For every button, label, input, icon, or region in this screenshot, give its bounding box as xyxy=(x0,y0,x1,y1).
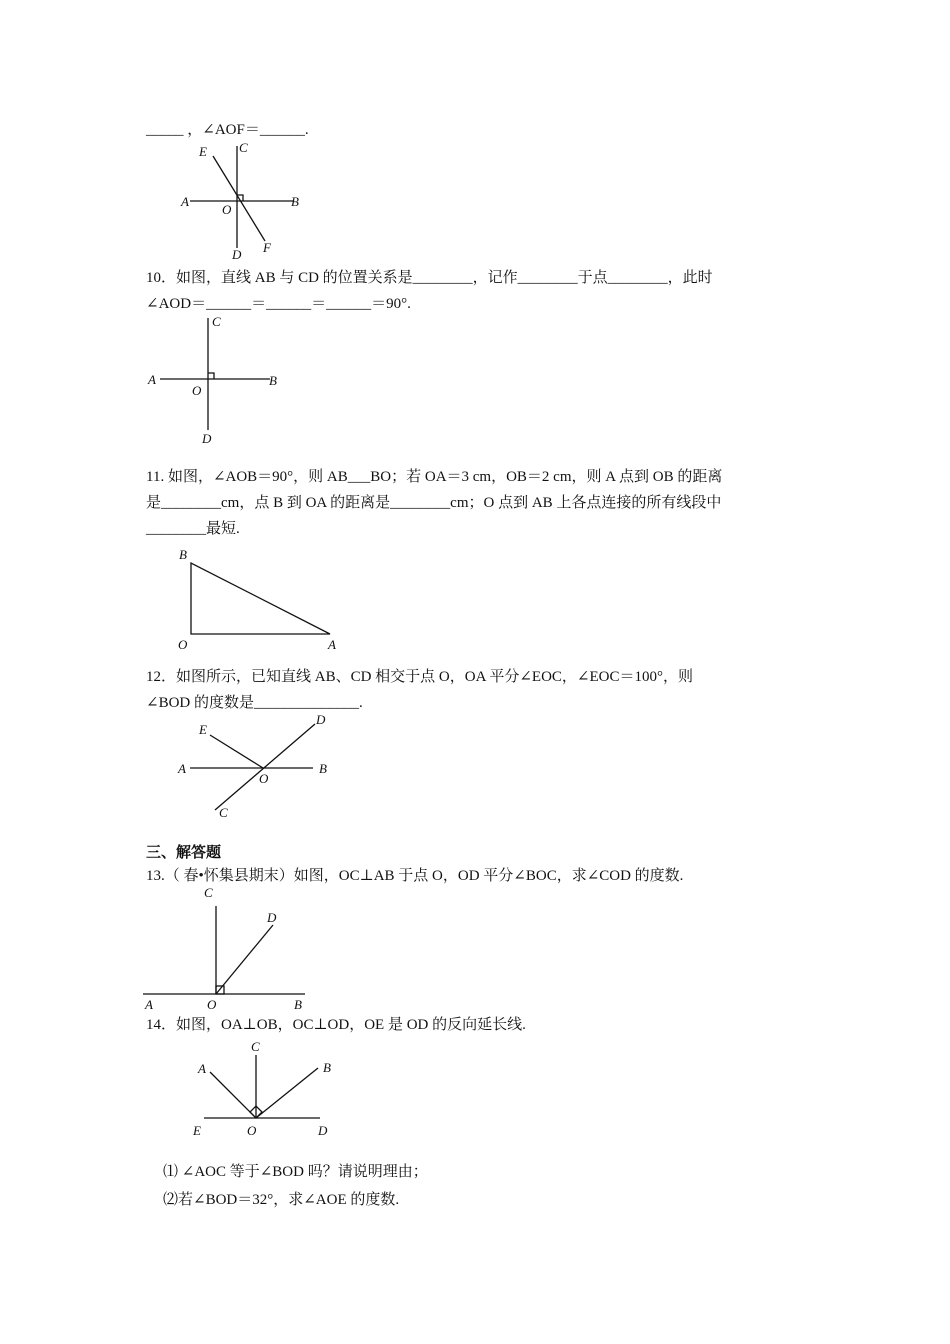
q10-label-c: C xyxy=(212,314,221,329)
q12-figure xyxy=(175,712,340,822)
q9-label-a: A xyxy=(181,194,189,209)
q13-label-d: D xyxy=(267,910,277,925)
q13-line1: 13.（ 春•怀集县期末）如图，OC⊥AB 于点 O，OD 平分∠BOC，求∠COD 的度数. xyxy=(146,868,684,884)
q13-label-a: A xyxy=(145,997,153,1012)
q11-line1: 11. 如图，∠AOB＝90°，则 AB___BO；若 OA＝3 cm，OB＝2 cm，则 A 点到 OB 的距离 xyxy=(146,469,723,485)
q10-label-d: D xyxy=(202,431,212,446)
q13-figure xyxy=(143,882,318,1012)
q10-label-a: A xyxy=(148,372,156,387)
q13-label-b: B xyxy=(294,997,302,1012)
q14-ray-ob xyxy=(256,1068,318,1118)
q14-sub2: ⑵若∠BOD＝32°，求∠AOE 的度数. xyxy=(163,1192,400,1208)
q14-line1: 14．如图，OA⊥OB，OC⊥OD，OE 是 OD 的反向延长线. xyxy=(146,1017,526,1033)
q9-label-c: C xyxy=(239,140,248,155)
q10-line2: ∠AOD＝______＝______＝______＝90°. xyxy=(146,296,411,312)
q9-label-o: O xyxy=(222,202,232,217)
q13-label-o: O xyxy=(207,997,217,1012)
q14-label-e: E xyxy=(193,1123,201,1138)
q9-label-b: B xyxy=(291,194,299,209)
q12-label-d: D xyxy=(316,712,326,727)
q12-ray-oe xyxy=(210,735,263,768)
q12-label-b: B xyxy=(319,761,327,776)
q12-line2: ∠BOD 的度数是______________. xyxy=(146,695,363,711)
q12-label-o: O xyxy=(259,771,269,786)
q11-label-o: O xyxy=(178,637,188,652)
q9-text: _____ ，∠AOF＝______. xyxy=(146,122,309,138)
q10-right-angle-mark xyxy=(208,373,214,379)
q11-triangle xyxy=(191,563,330,634)
q9-label-e: E xyxy=(199,144,207,159)
q12-label-c: C xyxy=(219,805,228,820)
q10-label-b: B xyxy=(269,373,277,388)
q9-label-f: F xyxy=(263,240,271,255)
q14-label-b: B xyxy=(323,1060,331,1075)
q12-label-e: E xyxy=(199,722,207,737)
q13-label-c: C xyxy=(204,885,213,900)
q12-label-a: A xyxy=(178,761,186,776)
q10-label-o: O xyxy=(192,383,202,398)
q10-figure xyxy=(145,312,295,447)
q14-label-d: D xyxy=(318,1123,328,1138)
q14-figure xyxy=(190,1035,345,1145)
q11-line3: ________最短. xyxy=(146,521,240,537)
q11-label-b: B xyxy=(179,547,187,562)
q12-line-cd xyxy=(215,724,315,810)
section-title: 三、解答题 xyxy=(146,843,222,861)
q11-line2: 是________cm，点 B 到 OA 的距离是________cm；O 点到 AB 上各点连接的所有线段中 xyxy=(146,495,722,511)
q9-figure xyxy=(175,138,315,263)
q14-label-o: O xyxy=(247,1123,257,1138)
q11-figure xyxy=(170,545,350,655)
q14-ray-oa xyxy=(210,1072,256,1118)
q14-sub1: ⑴ ∠AOC 等于∠BOD 吗？请说明理由； xyxy=(163,1164,428,1180)
q14-label-a: A xyxy=(198,1061,206,1076)
q9-line-ef xyxy=(213,156,265,241)
q10-line1: 10．如图，直线 AB 与 CD 的位置关系是________，记作________于点________，此时 xyxy=(146,270,713,286)
q9-label-d: D xyxy=(232,247,242,262)
q11-label-a: A xyxy=(328,637,336,652)
q12-line1: 12．如图所示，已知直线 AB、CD 相交于点 O，OA 平分∠EOC，∠EOC＝100°，则 xyxy=(146,669,693,685)
q13-ray-od xyxy=(216,925,273,994)
q14-label-c: C xyxy=(251,1039,260,1054)
